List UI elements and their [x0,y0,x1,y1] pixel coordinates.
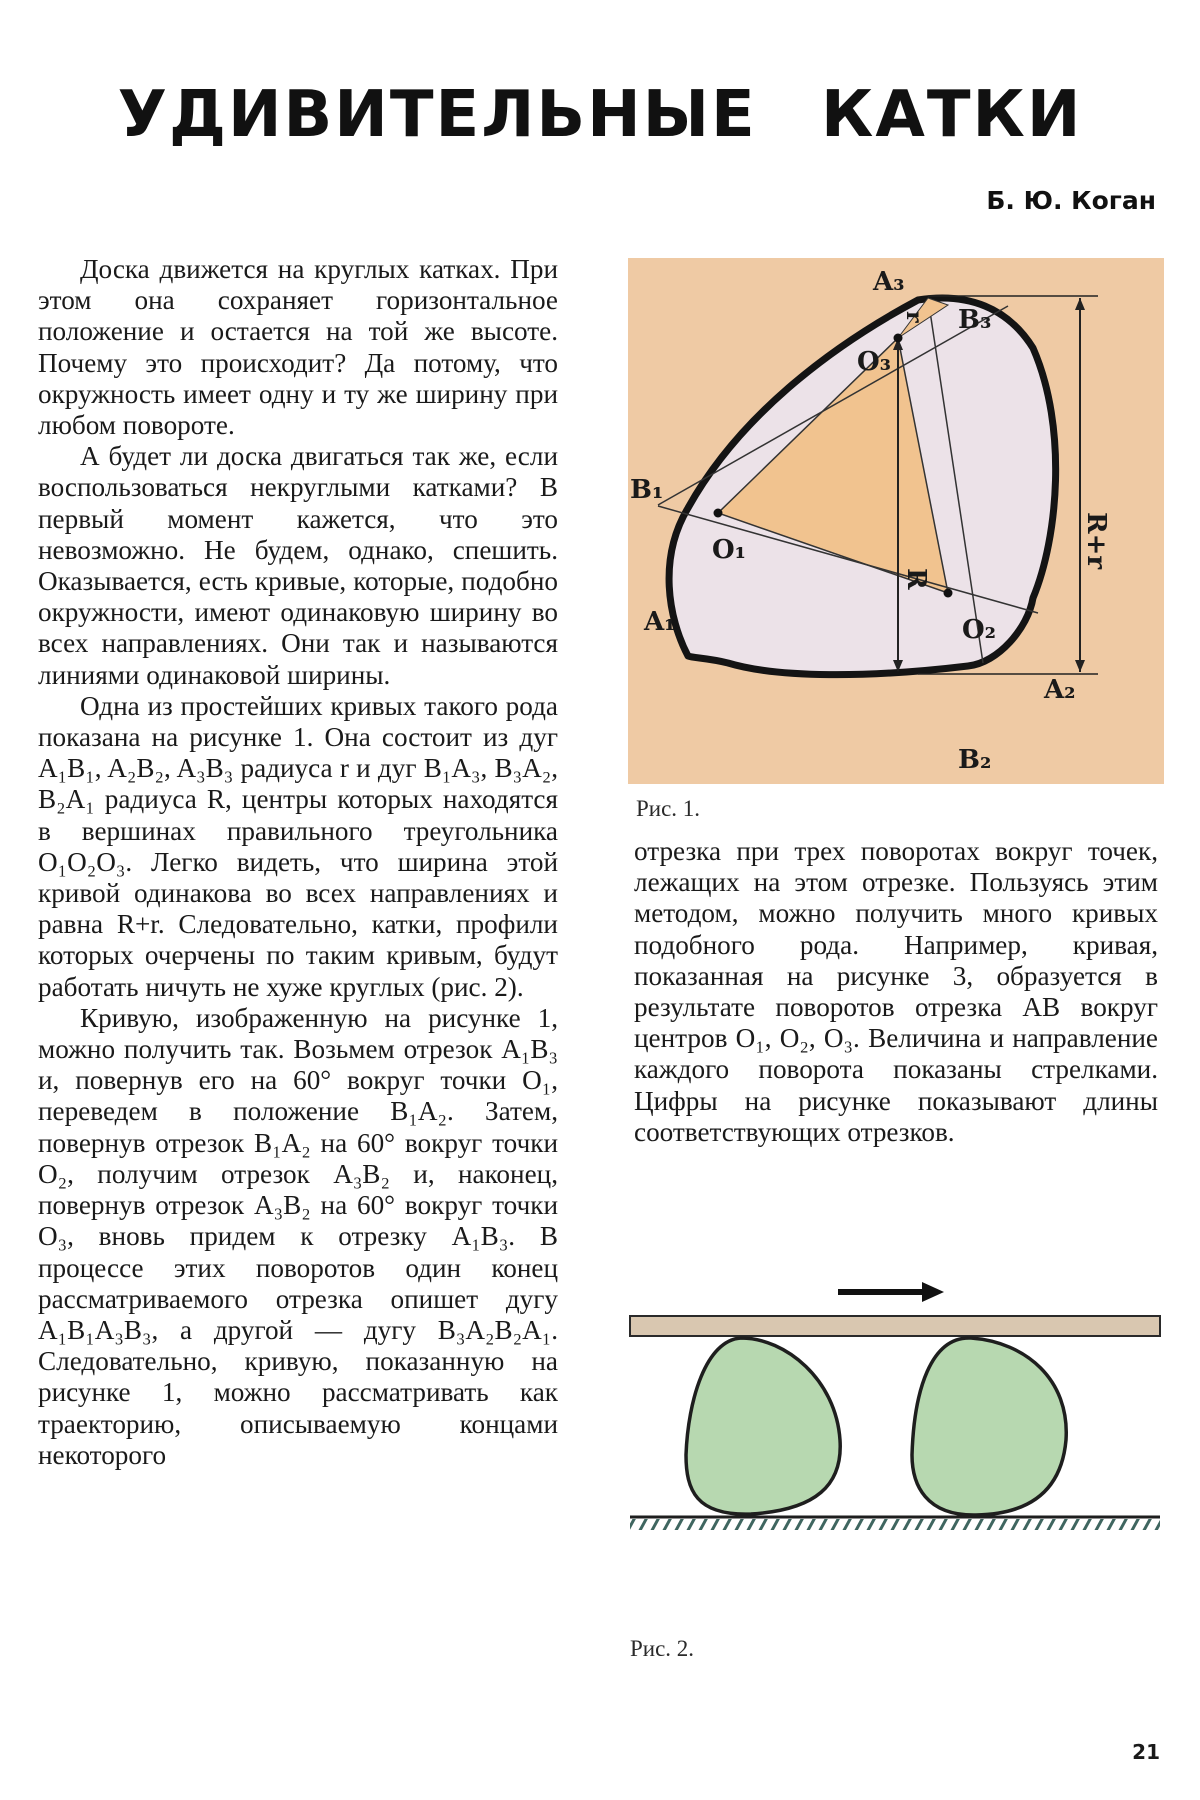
figure-2-rollers [626,1270,1164,1530]
roller-2 [912,1338,1066,1515]
label-O1: O₁ [712,535,747,565]
label-O3: O₃ [857,347,892,377]
point-o3 [894,334,903,343]
paragraph-1: Доска движется на круглых катках. При этом она сохраняет горизонтальное положение и остается на той же высоте. Почему это происходит? Да потому, что окружность имеет одну и ту же ширину при любом повороте. [38,254,558,441]
motion-arrow-head [922,1282,944,1302]
paragraph-3: Одна из простейших кривых такого рода показана на рисунке 1. Она состоит из дуг A₁B₁, A₂B₂, A₃B₃ радиуса r и дуг B₁A₃, B₃A₂, B₂A₁ радиуса R, центры которых находятся в вершинах правильного треугольника O₁O₂O₃. Легко видеть, что ширина этой кривой одинакова во всех направлениях и равна R+r. Следовательно, катки, профили которых очерчены по таким кривым, будут работать ничуть не хуже круглых (рис. 2). [38,690,558,1002]
label-A1: A₁ [644,607,676,637]
board [630,1316,1160,1336]
label-A2: A₂ [1044,675,1076,705]
text-column-left [38,254,558,1471]
roller-1 [686,1338,840,1514]
text-column-right [634,836,1158,1148]
label-O2: O₂ [962,615,997,645]
label-r: r [901,311,927,323]
figure-1-caption: Рис. 1. [636,796,701,821]
paragraph-2: А будет ли доска двигаться так же, если воспользоваться некруглыми катками? В первый момент кажется, что это невозможно. Не будем, однако, спешить. Оказывается, есть кривые, которые, подобно окружности, имеют одинаковую ширину во всех направлениях. Они так и называются линиями одинаковой ширины. [38,441,558,690]
point-o2 [944,589,953,598]
label-R: R [901,568,931,590]
ground-hatch [630,1519,1160,1530]
figure-2-caption: Рис. 2. [630,1636,695,1661]
label-B2: B₂ [958,745,992,775]
article-title: УДИВИТЕЛЬНЫЕ КАТКИ [117,78,1083,152]
label-B3: B₃ [958,305,992,335]
label-R-plus-r: R+r [1081,512,1111,570]
paragraph-4: Кривую, изображенную на рисунке 1, можно получить так. Возьмем отрезок A₁B₃ и, повернув его на 60° вокруг точки O₁, переведем в положение B₁A₂. Затем, повернув отрезок B₁A₂ на 60° вокруг точки O₂, получим отрезок A₃B₂ и, наконец, повернув отрезок A₃B₂ на 60° вокруг точки O₃, вновь придем к отрезку A₁B₃. В процессе этих поворотов один конец рассматриваемого отрезка опишет дугу A₁B₁A₃B₃, а другой — дугу B₃A₂B₂A₁. Следовательно, кривую, показанную на рисунке 1, можно рассматривать как траекторию, описываемую концами некоторого [38,1002,558,1470]
figure-1-reuleaux-curve [628,258,1164,784]
page-number: 21 [1132,1740,1160,1764]
paragraph-5: отрезка при трех поворотах вокруг точек, лежащих на этом отрезке. Пользуясь этим методом, можно получить много кривых подобного рода. Например, кривая, показанная на рисунке 3, образуется в результате поворотов отрезка AB вокруг центров O₁, O₂, O₃. Величина и направление каждого поворота показаны стрелками. Цифры на рисунке показывают длины соответствующих отрезков. [634,836,1158,1147]
label-A3: A₃ [873,267,905,297]
point-o1 [714,509,723,518]
author: Б. Ю. Коган [986,186,1156,215]
label-B1: B₁ [630,475,664,505]
